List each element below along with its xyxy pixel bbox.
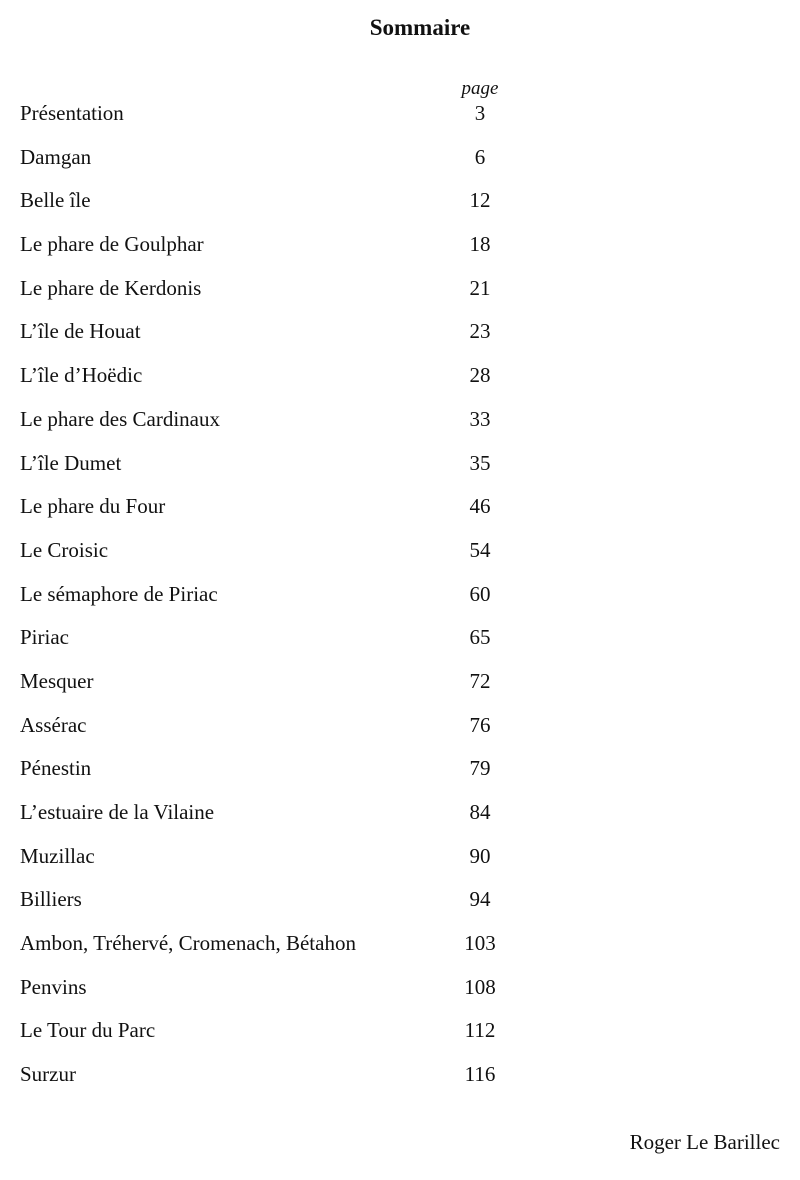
toc-entry-title: Piriac	[20, 625, 69, 650]
toc-entry	[20, 884, 540, 928]
toc-entry	[20, 972, 540, 1016]
toc-entry-page: 23	[469, 319, 491, 344]
toc-entry-title: Le phare de Kerdonis	[20, 275, 202, 300]
toc-entry-page: 72	[469, 668, 491, 693]
toc-entry-title: Assérac	[20, 712, 87, 737]
toc-entry-page: 33	[469, 406, 491, 431]
toc-entry-title: Ambon, Tréhervé, Cromenach, Bétahon	[20, 931, 356, 956]
toc-entry-title: L’île de Houat	[20, 319, 141, 344]
toc-entry-title: L’estuaire de la Vilaine	[20, 800, 215, 824]
toc-entry-page: 116	[464, 1062, 496, 1087]
toc-entry-title: Belle île	[20, 188, 91, 213]
toc-entry-page: 65	[469, 625, 491, 650]
toc-entry-page: 12	[469, 188, 491, 213]
toc-entry-title: Pénestin	[20, 756, 92, 781]
toc-entry-title: Présentation	[20, 101, 124, 125]
toc-entry	[20, 1015, 540, 1059]
toc-entry	[20, 360, 540, 404]
toc-entry-page: 6	[474, 144, 486, 169]
toc-entry-page: 84	[469, 800, 491, 824]
toc-entry	[20, 185, 540, 229]
toc-entry	[20, 535, 540, 579]
toc-entry	[20, 753, 540, 797]
toc-entry	[20, 666, 540, 710]
toc-entry	[20, 273, 540, 317]
toc-entry	[20, 98, 540, 142]
toc-entry	[20, 142, 540, 186]
toc-entry-title: Le phare de Goulphar	[20, 232, 204, 257]
toc-entry-page: 76	[469, 712, 491, 737]
toc-entry-page: 103	[464, 931, 496, 956]
toc-entry-page: 94	[469, 887, 491, 912]
toc-entry	[20, 448, 540, 492]
toc-entry-page: 3	[474, 101, 486, 125]
page-title: Sommaire	[369, 15, 471, 40]
toc-entry	[20, 316, 540, 360]
toc-entry-page: 60	[469, 581, 491, 606]
toc-entry-page: 79	[469, 756, 491, 781]
toc-entry	[20, 229, 540, 273]
author-name: Roger Le Barillec	[629, 1130, 780, 1154]
toc-entry-title: Le sémaphore de Piriac	[20, 581, 218, 606]
toc-entry-page: 46	[469, 494, 491, 519]
toc-entry-title: Le Tour du Parc	[20, 1018, 156, 1043]
toc-entry	[20, 622, 540, 666]
toc-entry-title: Mesquer	[20, 668, 94, 693]
toc-entry-title: Le phare du Four	[20, 494, 166, 519]
toc-entry	[20, 579, 540, 623]
toc-entry-page: 112	[464, 1018, 496, 1043]
toc-entry-page: 18	[469, 232, 491, 257]
toc-entry-page: 35	[469, 450, 491, 475]
toc-entry-title: L’île d’Hoëdic	[20, 363, 143, 388]
toc-entry-page: 90	[469, 843, 491, 868]
toc-entry-title: Damgan	[20, 144, 92, 169]
page-column-header: page	[461, 78, 499, 99]
toc-entry-title: Penvins	[20, 974, 87, 999]
toc-entry-title: Surzur	[20, 1062, 76, 1087]
toc-entry-page: 108	[464, 974, 496, 999]
toc-entry	[20, 841, 540, 885]
toc-entry	[20, 797, 540, 841]
table-of-contents	[20, 98, 540, 1103]
toc-entry-title: Billiers	[20, 887, 82, 912]
toc-entry-title: Le phare des Cardinaux	[20, 406, 221, 431]
toc-entry	[20, 491, 540, 535]
toc-entry-title: L’île Dumet	[20, 450, 122, 475]
toc-entry	[20, 710, 540, 754]
toc-entry	[20, 928, 540, 972]
toc-entry-page: 28	[469, 363, 491, 388]
toc-entry	[20, 1059, 540, 1103]
toc-entry-title: Muzillac	[20, 843, 95, 868]
toc-entry-title: Le Croisic	[20, 537, 109, 562]
toc-entry-page: 21	[469, 275, 491, 300]
toc-entry	[20, 404, 540, 448]
toc-entry-page: 54	[469, 537, 491, 562]
